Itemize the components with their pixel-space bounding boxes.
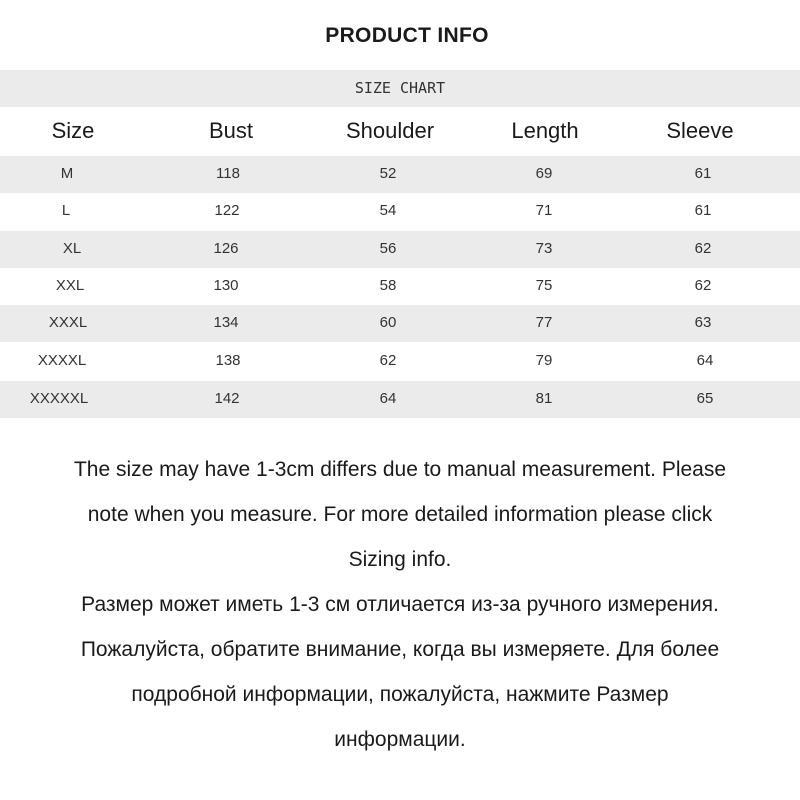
note-line: информации. xyxy=(334,728,466,751)
cell-sleeve: 61 xyxy=(694,165,712,182)
cell-length: 79 xyxy=(535,352,553,369)
cell-bust: 130 xyxy=(213,277,239,294)
size-chart-label: SIZE CHART xyxy=(0,70,800,107)
header-length: Length xyxy=(511,118,579,143)
table-row xyxy=(0,305,800,342)
page-title: PRODUCT INFO xyxy=(325,24,489,47)
cell-shoulder: 62 xyxy=(379,352,397,369)
note-line: подробной информации, пожалуйста, нажмите Размер xyxy=(131,683,669,706)
cell-length: 81 xyxy=(535,390,553,407)
cell-shoulder: 60 xyxy=(379,314,397,331)
cell-bust: 118 xyxy=(216,165,240,182)
table-row xyxy=(0,381,800,418)
table-row xyxy=(0,156,800,193)
note-line: Размер может иметь 1-3 см отличается из-за ручного измерения. xyxy=(81,593,719,616)
note-line: note when you measure. For more detailed information please click xyxy=(87,503,713,526)
cell-sleeve: 65 xyxy=(696,390,714,407)
cell-sleeve: 63 xyxy=(694,314,712,331)
cell-size: XXXL xyxy=(48,314,88,331)
cell-sleeve: 64 xyxy=(696,352,714,369)
header-sleeve: Sleeve xyxy=(666,118,734,143)
cell-length: 75 xyxy=(535,277,553,294)
cell-shoulder: 56 xyxy=(379,240,397,257)
note-line: The size may have 1-3cm differs due to manual measurement. Please xyxy=(73,458,727,481)
cell-shoulder: 52 xyxy=(379,165,397,182)
cell-sleeve: 62 xyxy=(694,277,712,294)
table-row xyxy=(0,268,800,305)
header-bust: Bust xyxy=(208,118,254,143)
note-line: Sizing info. xyxy=(348,548,452,571)
cell-bust: 134 xyxy=(213,314,239,331)
cell-bust: 142 xyxy=(214,390,240,407)
cell-length: 69 xyxy=(535,165,553,182)
table-row xyxy=(0,193,800,230)
cell-size: XXXXL xyxy=(37,352,87,369)
cell-bust: 122 xyxy=(214,202,240,219)
note-line: Пожалуйста, обратите внимание, когда вы измеряете. Для более xyxy=(80,638,720,661)
cell-bust: 138 xyxy=(215,352,241,369)
cell-size: M xyxy=(60,165,74,182)
cell-sleeve: 61 xyxy=(694,202,712,219)
table-header xyxy=(0,110,800,154)
cell-length: 77 xyxy=(535,314,553,331)
table-row xyxy=(0,343,800,380)
cell-length: 73 xyxy=(535,240,553,257)
header-shoulder: Shoulder xyxy=(345,118,435,143)
table-row xyxy=(0,231,800,268)
cell-length: 71 xyxy=(535,202,553,219)
cell-bust: 126 xyxy=(213,240,239,257)
cell-size: XL xyxy=(62,240,82,257)
cell-size: L xyxy=(61,202,71,219)
cell-sleeve: 62 xyxy=(694,240,712,257)
measurement-note xyxy=(0,447,800,762)
cell-shoulder: 58 xyxy=(379,277,397,294)
header-size: Size xyxy=(51,118,95,143)
cell-shoulder: 54 xyxy=(379,202,397,219)
cell-size: XXL xyxy=(55,277,85,294)
cell-size: XXXXXL xyxy=(29,390,89,407)
cell-shoulder: 64 xyxy=(379,390,397,407)
